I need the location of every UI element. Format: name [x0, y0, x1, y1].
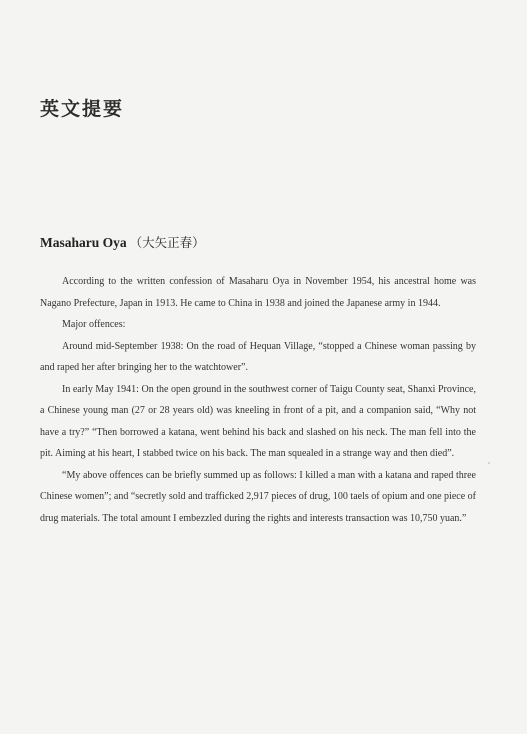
section-title: 英文提要: [40, 98, 125, 120]
paragraph-offence-1938: Around mid-September 1938: On the road of Hequan Village, “stopped a Chinese woman passing by and raped her after bringing her to the watchtower”.: [40, 340, 476, 373]
paragraph-offence-1941: In early May 1941: On the open ground in the southwest corner of Taigu County seat, Shanxi Province, a Chinese young man (27 or 28 years old) was kneeling in front of a pit, and a companion said, “Why not have a try?” “Then borrowed a katana, went behind his back and slashed on his neck. The man fell into the pit. Aiming at his heart, I stabbed twice on his back. The man squealed in a strange way and then died”.: [40, 383, 476, 459]
paragraph-offences-label: Major offences:: [62, 319, 126, 330]
entry-name: Masaharu Oya: [40, 235, 127, 250]
paragraph-background: According to the written confession of Masaharu Oya in November 1954, his ancestral home was Nagano Prefecture, Japan in 1913. He came to China in 1938 and joined the Japanese army in 1944.: [40, 276, 476, 309]
paragraph-summary: “My above offences can be briefly summed up as follows: I killed a man with a katana and raped three Chinese women”; and “secretly sold and trafficked 2,917 pieces of drug, 100 taels of opium and one piece of drug materials. The total amount I embezzled during the rights and interests transaction was 10,750 yuan.”: [40, 469, 476, 524]
body-text: [40, 271, 476, 529]
page-speck: [488, 462, 490, 464]
entry-heading: [40, 233, 205, 251]
entry-name-cjk: （大矢正春）: [129, 235, 205, 250]
